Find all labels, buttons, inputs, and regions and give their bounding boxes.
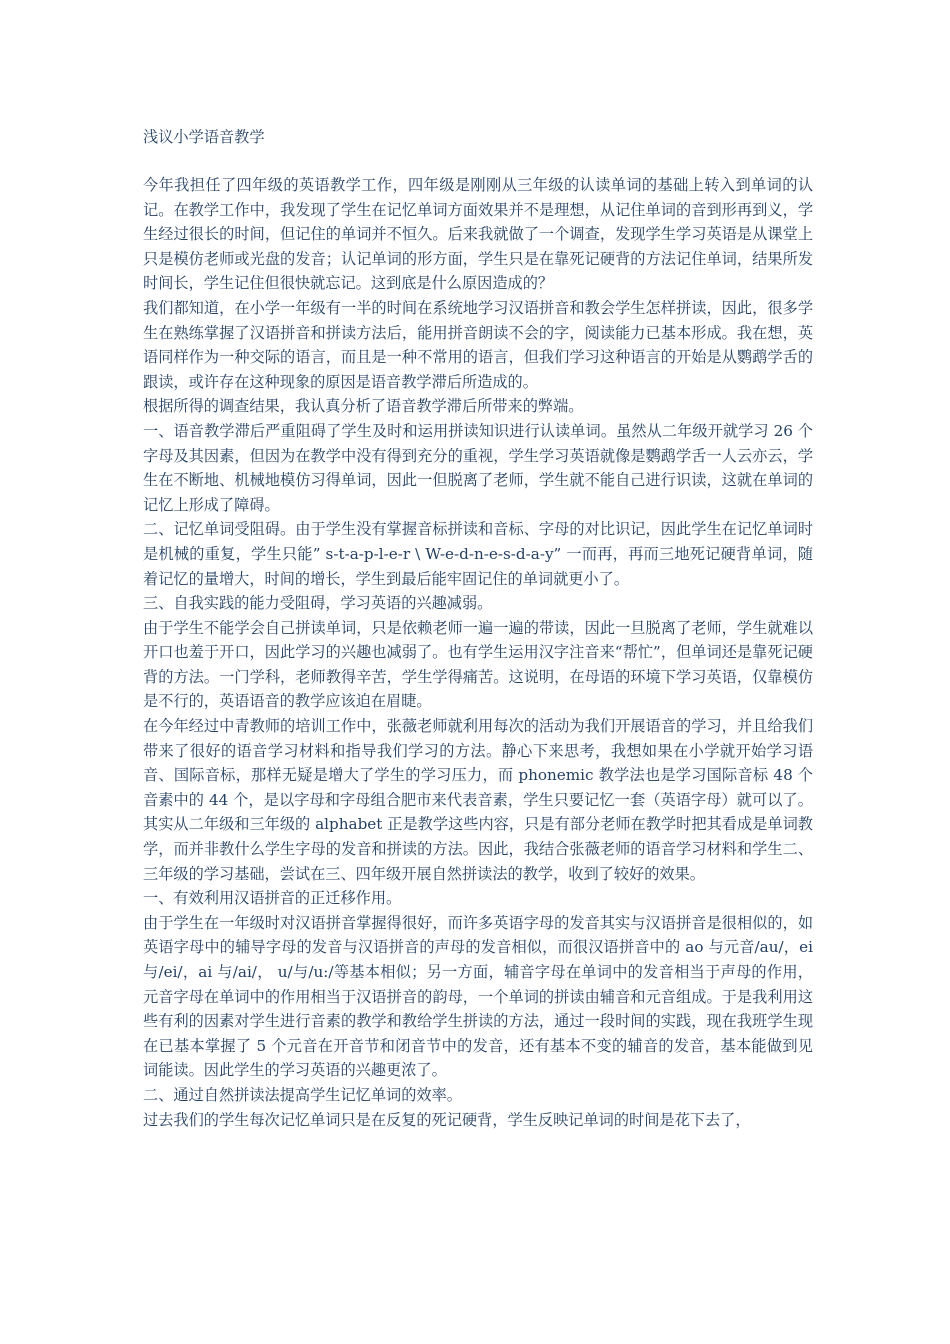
document-title: 浅议小学语音教学 — [143, 128, 265, 146]
paragraph: 今年我担任了四年级的英语教学工作，四年级是刚刚从三年级的认读单词的基础上转入到单词的认记。在教学工作中，我发现了学生在记忆单词方面效果并不是理想，从记住单词的音到形再到义，学生经过很长的时间，但记住的单词并不恒久。后来我就做了一个调查，发现学生学习英语是从课堂上只是模仿老师或光盘的发音；认记单词的形方面，学生只是在靠死记硬背的方法记住单词，结果所发时间长，学生记住但很快就忘记。这到底是什么原因造成的？ — [143, 176, 813, 293]
section-heading: 三、自我实践的能力受阻碍，学习英语的兴趣减弱。 — [143, 594, 493, 613]
paragraph: 二、记忆单词受阻碍。由于学生没有掌握音标拼读和音标、字母的对比识记，因此学生在记忆单词时是机械的重复，学生只能” s-t-a-p-l-e-r \ W-e-d-n-e-s-d-a-y” 一而再，再而三地死记硬背单词，随着记忆的量增大，时间的增长，学生到最后能牢固记住的单词就更小了。 — [143, 520, 813, 588]
paragraph: 过去我们的学生每次记忆单词只是在反复的死记硬背，学生反映记单词的时间是花下去了， — [143, 1110, 751, 1129]
paragraph: 由于学生在一年级时对汉语拼音掌握得很好，而许多英语字母的发音其实与汉语拼音是很相似的，如英语字母中的辅导字母的发音与汉语拼音的声母的发音相似，而很汉语拼音中的 ao 与元音/au/，ei 与/ei/，ai 与/ai/， u/与/u:/等基本相似；另一方面，辅音字母在单词中的发音相当于声母的作用，元音字母在单词中的作用相当于汉语拼音的韵母，一个单词的拼读由辅音和元音组成。于是我利用这些有利的因素对学生进行音素的教学和教给学生拼读的方法，通过一段时间的实践，现在我班学生现在已基本掌握了 5 个元音在开音节和闭音节中的发音，还有基本不变的辅音的发音，基本能做到见词能读。因此学生的学习英语的兴趣更浓了。 — [143, 913, 813, 1080]
document-body — [143, 173, 813, 1132]
section-heading: 一、有效利用汉语拼音的正迁移作用。 — [143, 889, 402, 908]
paragraph: 我们都知道，在小学一年级有一半的时间在系统地学习汉语拼音和教会学生怎样拼读，因此，很多学生在熟练掌握了汉语拼音和拼读方法后，能用拼音朗读不会的字，阅读能力已基本形成。我在想，英语同样作为一种交际的语言，而且是一种不常用的语言，但我们学习这种语言的开始是从鹦鹉学舌的跟读，或许存在这种现象的原因是语音教学滞后所造成的。 — [143, 298, 813, 391]
section-heading: 二、通过自然拼读法提高学生记忆单词的效率。 — [143, 1085, 462, 1104]
paragraph: 根据所得的调查结果，我认真分析了语音教学滞后所带来的弊端。 — [143, 397, 584, 416]
paragraph: 一、语音教学滞后严重阻碍了学生及时和运用拼读知识进行认读单词。虽然从二年级开就学习 26 个字母及其因素，但因为在教学中没有得到充分的重视，学生学习英语就像是鹦鹉学舌一人云亦云，学生在不断地、机械地模仿习得单词，因此一但脱离了老师，学生就不能自己进行识读，这就在单词的记忆上形成了障碍。 — [143, 421, 813, 514]
paragraph: 由于学生不能学会自己拼读单词，只是依赖老师一遍一遍的带读，因此一旦脱离了老师，学生就难以开口也羞于开口，因此学习的兴趣也减弱了。也有学生运用汉字注音来“帮忙”，但单词还是靠死记硬背的方法。一门学科，老师教得辛苦，学生学得痛苦。这说明，在母语的环境下学习英语，仅靠模仿是不行的，英语语音的教学应该迫在眉睫。 — [143, 618, 813, 711]
paragraph: 在今年经过中青教师的培训工作中，张薇老师就利用每次的活动为我们开展语音的学习，并且给我们带来了很好的语音学习材料和指导我们学习的方法。静心下来思考，我想如果在小学就开始学习语音、国际音标，那样无疑是增大了学生的学习压力，而 phonemic 教学法也是学习国际音标 48 个音素中的 44 个，是以字母和字母组合肥市来代表音素，学生只要记忆一套（英语字母）就可以了。其实从二年级和三年级的 alphabet 正是教学这些内容，只是有部分老师在教学时把其看成是单词教学，而并非教什么学生字母的发音和拼读的方法。因此，我结合张薇老师的语音学习材料和学生二、三年级的学习基础，尝试在三、四年级开展自然拼读法的教学，收到了较好的效果。 — [143, 717, 813, 883]
